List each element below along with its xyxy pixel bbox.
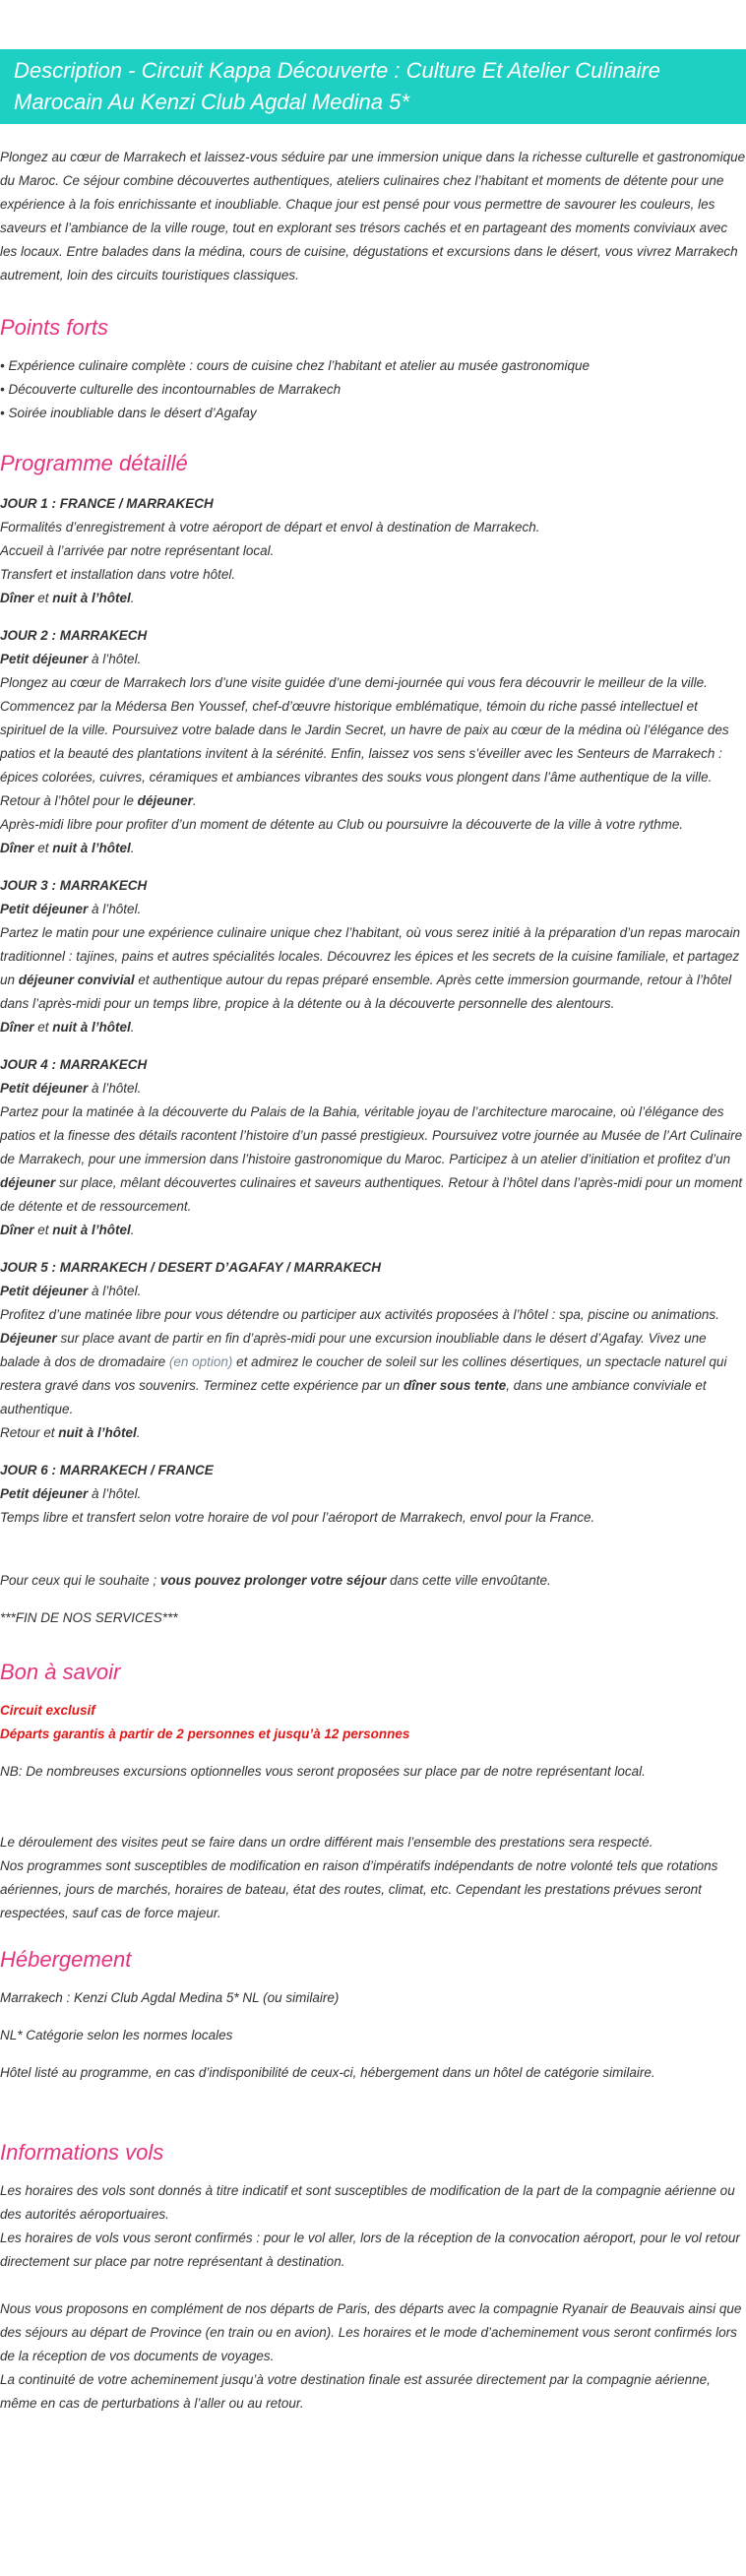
return-line xyxy=(0,789,746,813)
prolong-bold: vous pouvez prolonger votre séjour xyxy=(159,1573,387,1588)
day-text xyxy=(0,1100,746,1219)
exclusive-circuit: Circuit exclusif xyxy=(0,1703,95,1718)
hotel-line: Marrakech : Kenzi Club Agdal Medina 5* NL (ou similaire) xyxy=(0,1990,340,2005)
breakfast-line xyxy=(0,898,746,921)
list-item: • Découverte culturelle des incontournables de Marrakech xyxy=(0,382,342,397)
dinner-line xyxy=(0,837,746,860)
text-part: Partez le matin pour une expérience culinaire unique chez l’habitant, où vous serez initié à la préparation d’un repas marocain traditionnel : tajines, pains et autres spécialités locales. Découvrez les épices et les secrets de la cuisine familiale, et partagez un xyxy=(0,925,740,987)
day-text: Plongez au cœur de Marrakech lors d’une visite guidée d’une demi-journée qui vous fera découvrir le meilleur de la ville. Commencez par la Médersa Ben Youssef, chef-d’œuvre historique emblématique, témoin du riche passé intellectuel et spirituel de la ville. Poursuivez votre balade dans le Jardin Secret, un havre de paix au cœur de la médina où l’élégance des patios et la beauté des plantations invitent à la sérénité. Enfin, laissez vos sens s’éveiller avec les Senteurs de Marrakech : épices colorées, cuivres, céramiques et ambiances vibrantes des souks vous plongent dans l’âme authentique de la ville. xyxy=(0,675,729,785)
dinner-label: Dîner xyxy=(0,1223,34,1237)
lunch-label: déjeuner xyxy=(137,793,193,808)
text-part: et authentique autour du repas préparé ensemble. Après cette immersion gourmande, retour à l’hôtel dans l’après-midi pour un temps libre, propice à la détente ou à la découverte personnelle des alentours. xyxy=(0,973,732,1011)
night-label: nuit à l’hôtel xyxy=(52,591,131,605)
afternoon-line: Après-midi libre pour profiter d’un moment de détente au Club ou poursuivre la découverte de la ville à votre rythme. xyxy=(0,817,684,832)
dinner-label: Dîner xyxy=(0,1020,34,1035)
day-3 xyxy=(0,874,746,1039)
dinner-label: Dîner xyxy=(0,591,34,605)
dinner-and: et xyxy=(33,591,53,605)
day-line: Accueil à l’arrivée par notre représentant local. xyxy=(0,543,275,558)
text-part: Profitez d’une matinée libre pour vous détendre ou participer aux activités proposées à l’hôtel : spa, piscine ou animations. xyxy=(0,1307,719,1322)
dinner-end: . xyxy=(130,841,135,855)
bon-a-savoir-heading: Bon à savoir xyxy=(0,1660,121,1684)
day-title: JOUR 6 : MARRAKECH / FRANCE xyxy=(0,1463,214,1477)
vols-line: Nous vous proposons en complément de nos départs de Paris, des départs avec la compagnie Ryanair de Beauvais ainsi que des séjours au départ de Province (en train ou en avion). Les horaires et le mode d’acheminement vous seront confirmés lors de la réception de vos documents de voyages. xyxy=(0,2301,742,2363)
page-title: Description - Circuit Kappa Découverte : Culture Et Atelier Culinaire Marocain Au Kenzi Club Agdal Medina 5* xyxy=(14,58,661,114)
dinner-and: et xyxy=(33,841,53,855)
text-part: et admirez le coucher de soleil sur les collines désertiques, un spectacle naturel qui restera gravé dans vos souvenirs. Terminez cette expérience par un xyxy=(0,1354,727,1393)
breakfast-line xyxy=(0,648,746,671)
night-label: nuit à l’hôtel xyxy=(52,1223,131,1237)
day-text xyxy=(0,1303,746,1421)
points-forts-list xyxy=(0,354,746,425)
day-title: JOUR 2 : MARRAKECH xyxy=(0,628,148,643)
intro-paragraph: Plongez au cœur de Marrakech et laissez-vous séduire par une immersion unique dans la richesse culturelle et gastronomique du Maroc. Ce séjour combine découvertes authentiques, ateliers culinaires chez l’habitant et moments de détente pour une expérience à la fois enrichissante et inoubliable. Chaque jour est pensé pour vous permettre de savourer les couleurs, les saveurs et l’ambiance de la ville rouge, tout en explorant ses trésors cachés et en partageant des moments conviviaux avec les locaux. Entre balades dans la médina, cours de cuisine, dégustations et excursions dans le désert, vous vivrez Marrakech autrement, loin des circuits touristiques classiques. xyxy=(0,150,746,283)
prolong-text: dans cette ville envoûtante. xyxy=(386,1573,551,1588)
breakfast-label: Petit déjeuner xyxy=(0,902,89,916)
day-title: JOUR 4 : MARRAKECH xyxy=(0,1057,148,1072)
day-4 xyxy=(0,1053,746,1242)
dinner-end: . xyxy=(130,1223,135,1237)
return-text: Retour à l’hôtel pour le xyxy=(0,793,138,808)
day-5 xyxy=(0,1256,746,1445)
availability-line: Hôtel listé au programme, en cas d’indisponibilité de ceux-ci, hébergement dans un hôtel de catégorie similaire. xyxy=(0,2065,655,2080)
programme-heading: Programme détaillé xyxy=(0,451,188,475)
day-title: JOUR 1 : FRANCE / MARRAKECH xyxy=(0,496,214,511)
breakfast-place: à l’hôtel. xyxy=(88,652,142,666)
end-of-services: ***FIN DE NOS SERVICES*** xyxy=(0,1610,178,1625)
points-forts-heading: Points forts xyxy=(0,315,109,340)
day-title: JOUR 3 : MARRAKECH xyxy=(0,878,148,893)
norms-line: NL* Catégorie selon les normes locales xyxy=(0,2028,233,2042)
order-note: Le déroulement des visites peut se faire dans un ordre différent mais l’ensemble des prestations sera respecté. xyxy=(0,1835,653,1850)
dinner-and: et xyxy=(33,1020,53,1035)
night-label: nuit à l’hôtel xyxy=(52,1020,131,1035)
lunch-label: déjeuner convivial xyxy=(18,973,135,987)
vols-line: Les horaires des vols sont donnés à titre indicatif et sont susceptibles de modification de la part de la compagnie aérienne ou des autorités aéroportuaires. xyxy=(0,2183,735,2222)
page xyxy=(0,49,746,2416)
text-part: sur place, mêlant découvertes culinaires et saveurs authentiques. Retour à l’hôtel dans l’après-midi pour un moment de détente et de ressourcement. xyxy=(0,1175,743,1214)
breakfast-label: Petit déjeuner xyxy=(0,652,89,666)
night-label: nuit à l’hôtel xyxy=(58,1425,137,1440)
vols-line: Les horaires de vols vous seront confirmés : pour le vol aller, lors de la réception de la convocation aéroport, pour le vol retour directement sur place par notre représentant à destination. xyxy=(0,2230,740,2269)
breakfast-line xyxy=(0,1280,746,1303)
text-part: sur place avant de partir en fin d’après-midi pour une excursion inoubliable dans le désert d’Agafay. Vivez une balade à dos de dromadaire xyxy=(0,1331,707,1369)
dinner-line xyxy=(0,1016,746,1039)
day-line: Formalités d’enregistrement à votre aéroport de départ et envol à destination de Marrakech. xyxy=(0,520,540,534)
content xyxy=(0,146,746,2416)
dinner-and: et xyxy=(33,1223,53,1237)
vols-line: La continuité de votre acheminement jusqu’à votre destination finale est assurée directement par la compagnie aérienne, même en cas de perturbations à l’aller ou au retour. xyxy=(0,2372,711,2411)
breakfast-place: à l’hôtel. xyxy=(88,902,142,916)
breakfast-label: Petit déjeuner xyxy=(0,1081,89,1096)
day-title: JOUR 5 : MARRAKECH / DESERT D’AGAFAY / MARRAKECH xyxy=(0,1260,382,1275)
day-2 xyxy=(0,624,746,860)
lunch-label: déjeuner xyxy=(0,1175,56,1190)
vols-heading: Informations vols xyxy=(0,2140,164,2165)
day-text xyxy=(0,921,746,1016)
day-6 xyxy=(0,1459,746,1530)
prolong-line xyxy=(0,1569,746,1593)
modification-note: Nos programmes sont susceptibles de modification en raison d’impératifs indépendants de notre volonté tels que rotations aériennes, jours de marchés, horaires de bateau, état des routes, climat, etc. Cependant les prestations prévues seront respectées, sauf cas de force majeur. xyxy=(0,1858,718,1920)
return-end: . xyxy=(192,793,197,808)
dinner-end: . xyxy=(130,1020,135,1035)
dinner-label: Dîner xyxy=(0,841,34,855)
breakfast-place: à l’hôtel. xyxy=(88,1284,142,1298)
breakfast-label: Petit déjeuner xyxy=(0,1486,89,1501)
option-note: (en option) xyxy=(168,1354,233,1369)
dinner-end: . xyxy=(130,591,135,605)
day-line: Temps libre et transfert selon votre horaire de vol pour l’aéroport de Marrakech, envol pour la France. xyxy=(0,1510,595,1525)
breakfast-place: à l’hôtel. xyxy=(88,1486,142,1501)
dinner-tent-label: dîner sous tente xyxy=(403,1378,507,1393)
return-text: Retour et xyxy=(0,1425,59,1440)
night-label: nuit à l’hôtel xyxy=(52,841,131,855)
breakfast-line xyxy=(0,1482,746,1506)
breakfast-place: à l’hôtel. xyxy=(88,1081,142,1096)
list-item: • Soirée inoubliable dans le désert d’Agafay xyxy=(0,406,257,420)
title-banner xyxy=(0,49,746,124)
list-item: • Expérience culinaire complète : cours de cuisine chez l’habitant et atelier au musée gastronomique xyxy=(0,358,591,373)
text-part: Partez pour la matinée à la découverte du Palais de la Bahia, véritable joyau de l’architecture marocaine, où l’élégance des patios et la finesse des détails racontent l’histoire d’un passé prestigieux. Poursuivez votre journée au Musée de l’Art Culinaire de Marrakech, pour une immersion dans l’histoire gastronomique du Maroc. Participez à un atelier d’initiation et profitez d’un xyxy=(0,1104,743,1166)
nb-note: NB: De nombreuses excursions optionnelles vous seront proposées sur place par de notre représentant local. xyxy=(0,1764,646,1779)
prolong-text: Pour ceux qui le souhaite ; xyxy=(0,1573,160,1588)
day-1 xyxy=(0,492,746,610)
breakfast-label: Petit déjeuner xyxy=(0,1284,89,1298)
return-line xyxy=(0,1421,746,1445)
guaranteed-departures: Départs garantis à partir de 2 personnes et jusqu’à 12 personnes xyxy=(0,1727,410,1741)
text-part: , dans une ambiance conviviale et authentique. xyxy=(0,1378,707,1416)
lunch-label: Déjeuner xyxy=(0,1331,57,1346)
hebergement-heading: Hébergement xyxy=(0,1947,132,1972)
dinner-line xyxy=(0,1219,746,1242)
breakfast-line xyxy=(0,1077,746,1100)
day-line: Transfert et installation dans votre hôtel. xyxy=(0,567,236,582)
dinner-line xyxy=(0,587,746,610)
return-end: . xyxy=(136,1425,141,1440)
